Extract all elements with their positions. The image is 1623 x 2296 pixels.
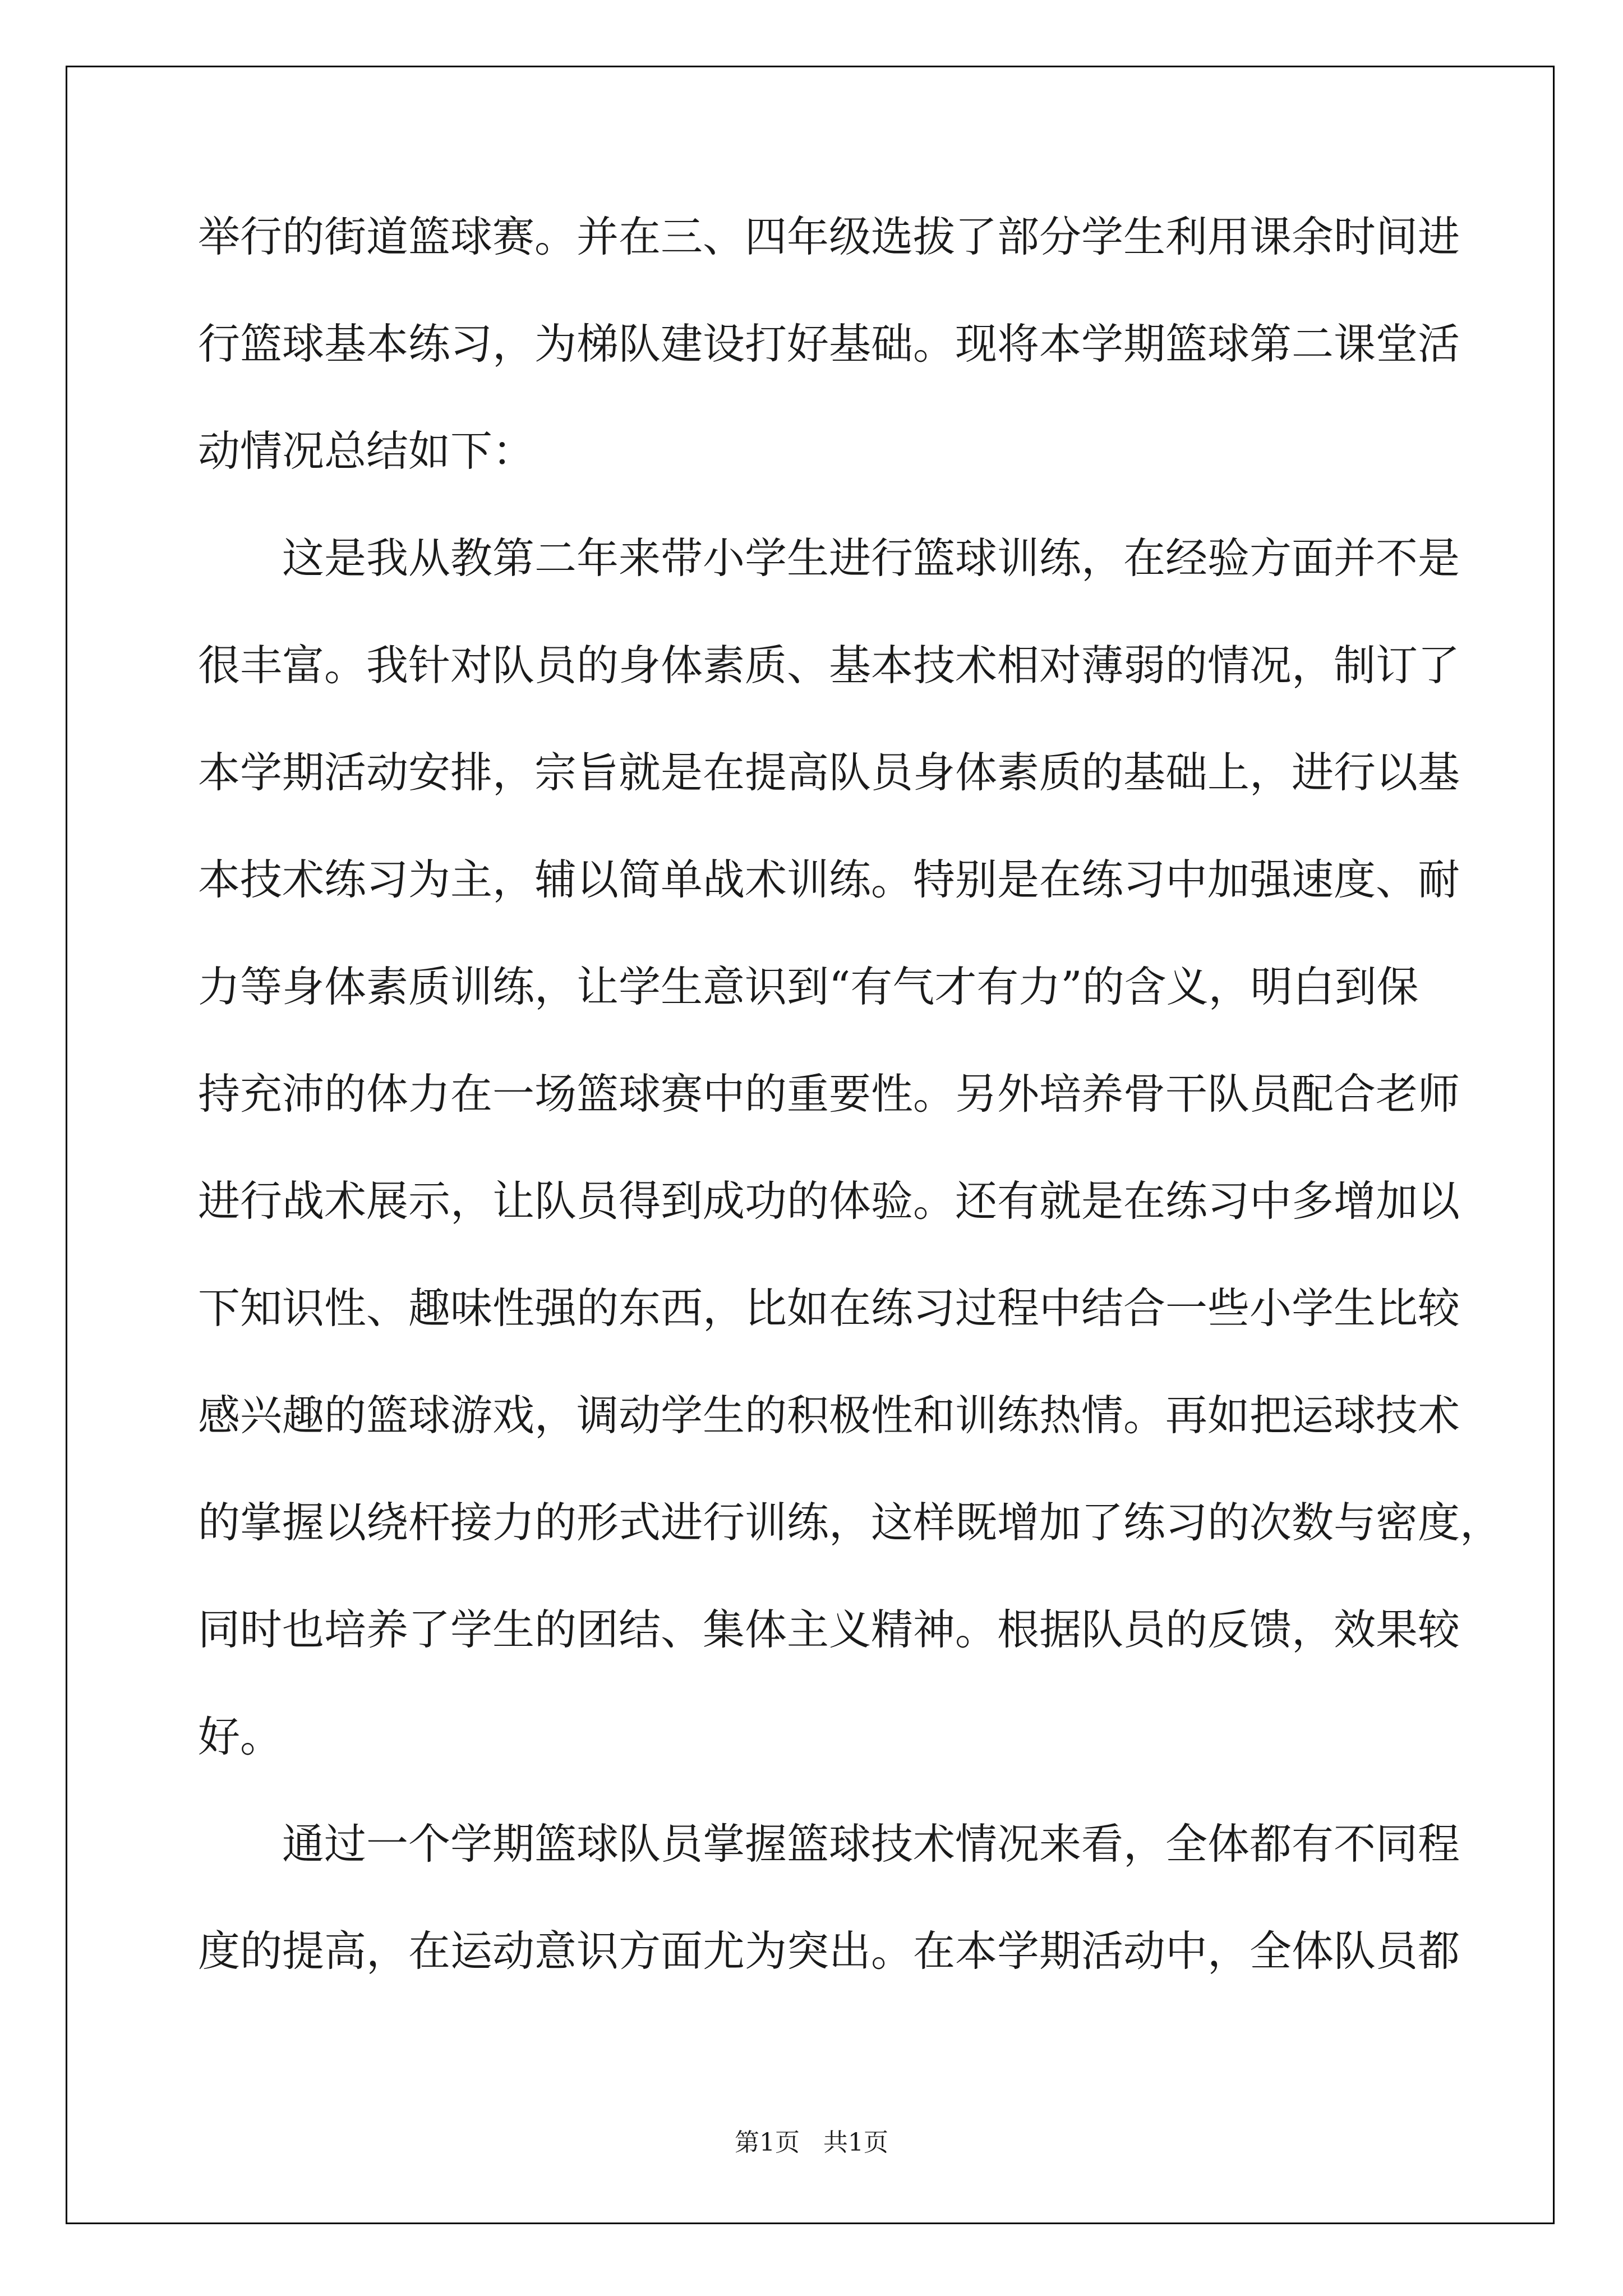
text-line-7: 本技术练习为主，辅以简单战术训练。特别是在练习中加强速度、耐 [198, 855, 1460, 904]
text-line-3: 动情况总结如下： [198, 426, 535, 476]
text-line-15: 好。 [198, 1712, 283, 1761]
text-line-1: 举行的街道篮球赛。并在三、四年级选拔了部分学生利用课余时间进 [198, 212, 1460, 261]
text-line-13: 的掌握以绕杆接力的形式进行训练，这样既增加了练习的次数与密度， [198, 1498, 1502, 1547]
text-line-6: 本学期活动安排，宗旨就是在提高队员身体素质的基础上，进行以基 [198, 748, 1460, 797]
text-line-8: 力等身体素质训练，让学生意识到“有气才有力”的含义，明白到保 [198, 962, 1419, 1011]
text-line-5: 很丰富。我针对队员的身体素质、基本技术相对薄弱的情况，制订了 [198, 641, 1460, 690]
text-line-16: 通过一个学期篮球队员掌握篮球技术情况来看，全体都有不同程 [282, 1819, 1460, 1869]
text-line-17: 度的提高，在运动意识方面尤为突出。在本学期活动中，全体队员都 [198, 1926, 1460, 1976]
page-number-footer: 第1页 共1页 [735, 2128, 888, 2157]
text-line-11: 下知识性、趣味性强的东西，比如在练习过程中结合一些小学生比较 [198, 1283, 1460, 1333]
text-line-12: 感兴趣的篮球游戏，调动学生的积极性和训练热情。再如把运球技术 [198, 1391, 1460, 1440]
document-body [198, 210, 1502, 2031]
text-line-14: 同时也培养了学生的团结、集体主义精神。根据队员的反馈，效果较 [198, 1605, 1460, 1654]
text-line-10: 进行战术展示，让队员得到成功的体验。还有就是在练习中多增加以 [198, 1176, 1460, 1226]
text-line-9: 持充沛的体力在一场篮球赛中的重要性。另外培养骨干队员配合老师 [198, 1069, 1460, 1119]
text-line-4: 这是我从教第二年来带小学生进行篮球训练，在经验方面并不是 [282, 533, 1460, 583]
text-line-2: 行篮球基本练习，为梯队建设打好基础。现将本学期篮球第二课堂活 [198, 319, 1460, 369]
